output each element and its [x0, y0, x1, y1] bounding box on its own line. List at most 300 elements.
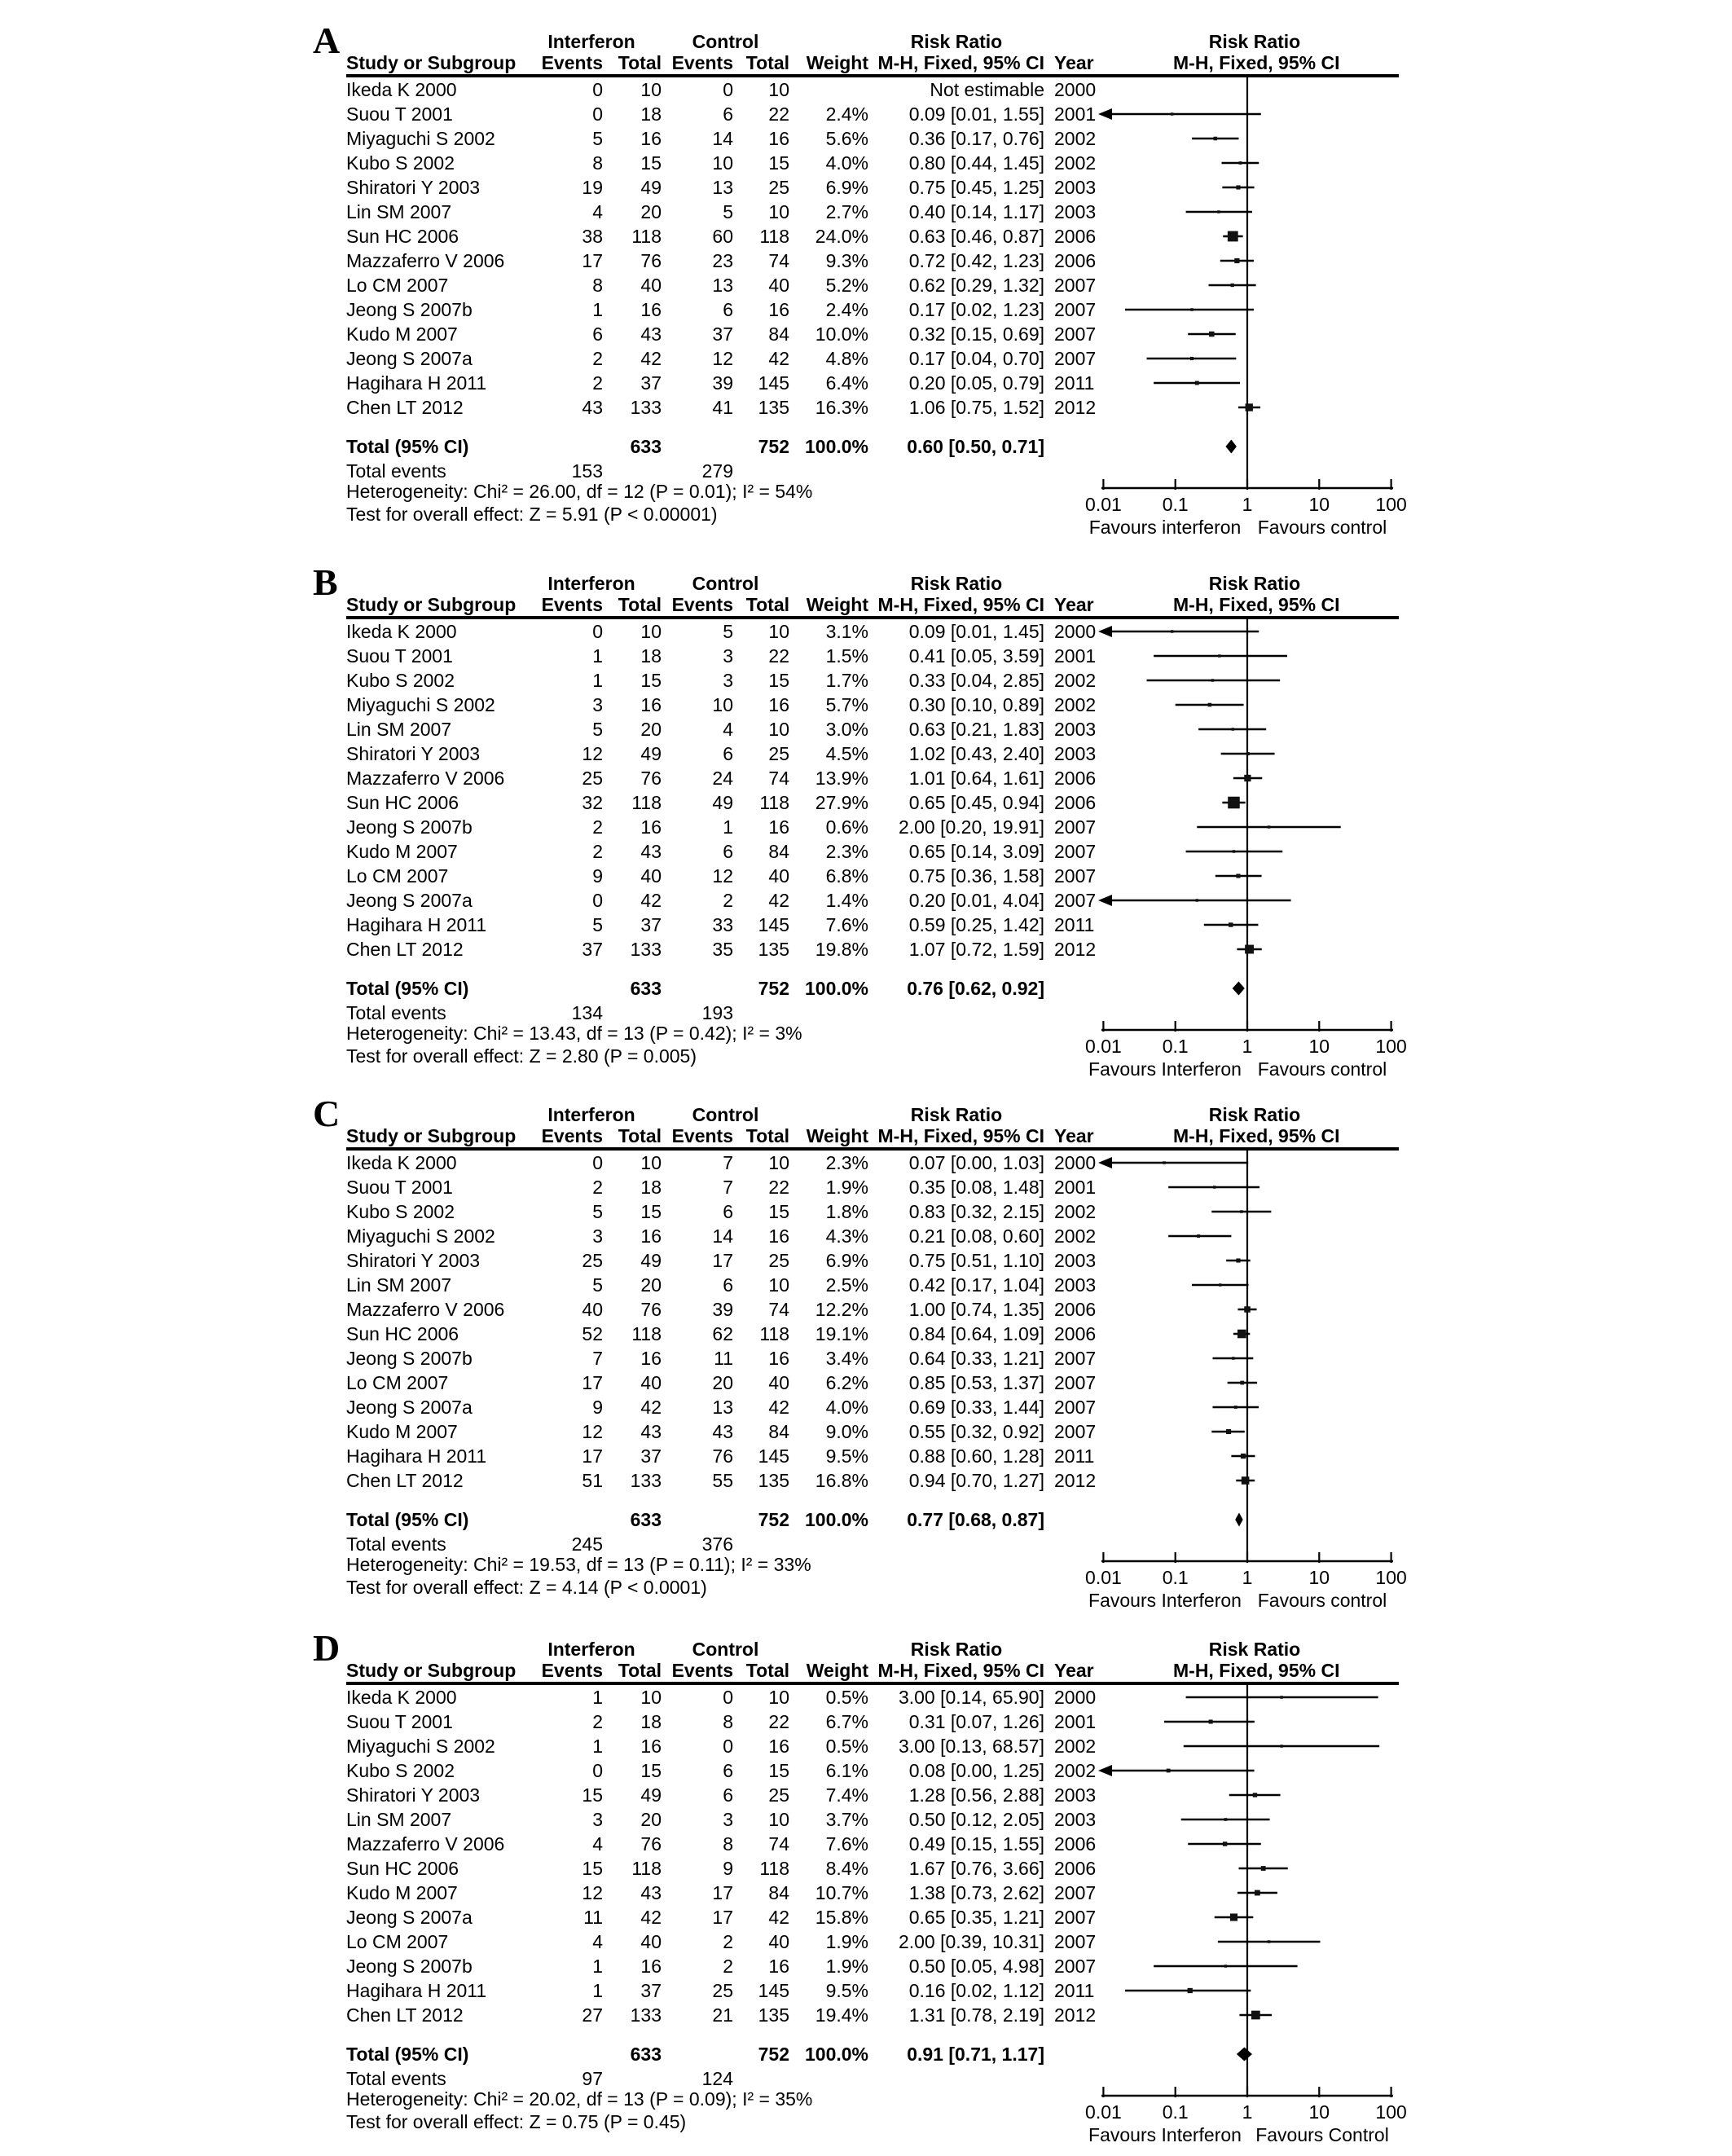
study-name: Jeong S 2007b	[346, 816, 473, 838]
year-cell: 2007	[1054, 348, 1097, 369]
study-name: Miyaguchi S 2002	[346, 128, 495, 149]
interferon-total-cell: 133	[630, 2004, 662, 2026]
weight-cell	[789, 77, 868, 102]
study-name: Ikeda K 2000	[346, 79, 457, 100]
col-interferon-events: Events	[541, 594, 603, 615]
effect-square	[1236, 185, 1240, 189]
study-row	[346, 1468, 1110, 1493]
year-cell: 2003	[1054, 1250, 1097, 1271]
favours-right-label: Favours Control	[1255, 2124, 1389, 2145]
total-interferon-total: 633	[630, 2044, 662, 2065]
col-control-total: Total	[745, 1660, 789, 1681]
control-events-cell: 35	[712, 939, 733, 960]
risk-ratio-ci-cell: 0.83 [0.32, 2.15]	[908, 1201, 1044, 1222]
total-row	[346, 1507, 1110, 1532]
interferon-events-cell: 2	[592, 816, 603, 838]
weight-cell: 5.7%	[825, 694, 868, 715]
weight-cell: 6.9%	[825, 1250, 868, 1271]
weight-cell: 7.6%	[825, 1833, 868, 1855]
year-cell: 2006	[1054, 768, 1097, 789]
interferon-events-cell: 11	[583, 1907, 603, 1928]
study-row	[346, 741, 1110, 766]
study-name: Kudo M 2007	[346, 841, 458, 862]
study-row	[346, 717, 1110, 741]
study-row	[346, 102, 1110, 126]
study-name: Sun HC 2006	[346, 1858, 459, 1879]
panel-label: C	[313, 1093, 341, 1134]
control-total-cell: 10	[768, 1687, 789, 1708]
ci-arrow-left	[1098, 108, 1112, 120]
control-events-cell: 0	[723, 79, 733, 100]
study-name: Kubo S 2002	[346, 1760, 455, 1781]
panel-label: B	[313, 561, 338, 603]
control-events-cell: 6	[723, 299, 733, 320]
weight-cell: 2.3%	[825, 1152, 868, 1173]
interferon-total-cell: 37	[640, 372, 662, 394]
control-events-cell: 41	[712, 397, 733, 418]
tick-label: 100	[1375, 494, 1407, 515]
interferon-total-cell: 40	[640, 1372, 662, 1393]
risk-ratio-ci-cell: 1.67 [0.76, 3.66]	[908, 1858, 1044, 1879]
interferon-events-cell: 0	[592, 1760, 603, 1781]
year-cell: 2012	[1054, 397, 1097, 418]
study-rows	[346, 1151, 1110, 1493]
col-study: Study or Subgroup	[346, 594, 517, 615]
risk-ratio-ci-cell: 0.59 [0.25, 1.42]	[908, 914, 1044, 935]
year-cell: 2012	[1054, 1470, 1097, 1491]
effect-square	[1213, 1186, 1216, 1189]
year-cell: 2002	[1054, 1736, 1097, 1757]
study-row	[346, 151, 1110, 175]
year-cell: 2006	[1054, 1323, 1097, 1344]
interferon-events-cell: 17	[582, 1445, 603, 1467]
interferon-events-cell: 1	[592, 299, 603, 320]
interferon-events-cell: 1	[592, 645, 603, 667]
forest-panel-c	[0, 1093, 1732, 1633]
interferon-events-cell: 37	[582, 939, 603, 960]
study-row	[346, 200, 1110, 224]
col-study: Study or Subgroup	[346, 1660, 517, 1681]
interferon-total-cell: 49	[640, 743, 662, 764]
study-row	[346, 1419, 1110, 1444]
col-interferon-total: Total	[618, 1660, 662, 1681]
control-total-cell: 118	[759, 1858, 789, 1879]
year-cell: 2000	[1054, 1152, 1097, 1173]
weight-cell: 6.7%	[825, 1711, 868, 1732]
weight-cell: 13.9%	[815, 768, 868, 789]
total-control-total: 752	[758, 436, 789, 457]
weight-cell: 2.5%	[825, 1274, 868, 1296]
effect-square	[1244, 1306, 1250, 1312]
interferon-group-header: Interferon	[547, 573, 635, 594]
interferon-total-cell: 20	[640, 1274, 662, 1296]
control-events-cell: 62	[712, 1323, 733, 1344]
year-cell: 2007	[1054, 816, 1097, 838]
spacer	[662, 434, 733, 459]
control-total-cell: 118	[759, 226, 789, 247]
interferon-total-cell: 10	[640, 1687, 662, 1708]
study-name: Jeong S 2007a	[346, 1397, 473, 1418]
interferon-total-cell: 49	[640, 1250, 662, 1271]
year-cell: 2006	[1054, 1833, 1097, 1855]
interferon-total-cell: 76	[640, 1299, 662, 1320]
year-cell: 2003	[1054, 177, 1097, 198]
year-cell: 2007	[1054, 1372, 1097, 1393]
control-events-cell: 8	[723, 1711, 733, 1732]
interferon-events-cell: 2	[592, 1177, 603, 1198]
control-events-cell: 6	[723, 841, 733, 862]
risk-ratio-ci-cell: 1.02 [0.43, 2.40]	[908, 743, 1044, 764]
control-events-cell: 7	[723, 1152, 733, 1173]
risk-ratio-ci-cell: 0.75 [0.45, 1.25]	[908, 177, 1044, 198]
interferon-events-cell: 0	[592, 79, 603, 100]
effect-square	[1255, 1890, 1260, 1896]
year-cell: 2001	[1054, 645, 1097, 667]
risk-ratio-ci-cell: 2.00 [0.20, 19.91]	[898, 816, 1044, 838]
study-row	[346, 1346, 1110, 1371]
risk-ratio-header: Risk Ratio	[910, 1104, 1003, 1125]
weight-cell: 8.4%	[825, 1858, 868, 1879]
study-name: Kubo S 2002	[346, 152, 455, 174]
study-name: Chen LT 2012	[346, 939, 464, 960]
control-events-cell: 39	[712, 1299, 733, 1320]
forest-plot	[1085, 1093, 1418, 1631]
weight-cell: 19.8%	[815, 939, 868, 960]
overall-effect-text: Test for overall effect: Z = 2.80 (P = 0.005)	[346, 1045, 697, 1067]
interferon-total-cell: 42	[640, 1907, 662, 1928]
control-events-cell: 9	[723, 1858, 733, 1879]
interferon-total-cell: 133	[630, 939, 662, 960]
year-cell: 2002	[1054, 128, 1097, 149]
effect-square	[1217, 210, 1220, 213]
control-events-cell: 10	[712, 694, 733, 715]
overall-effect-text: Test for overall effect: Z = 4.14 (P < 0.0001)	[346, 1577, 707, 1598]
year-cell: 2001	[1054, 1711, 1097, 1732]
year-cell: 2002	[1054, 694, 1097, 715]
study-name: Hagihara H 2011	[346, 1445, 487, 1467]
interferon-total-cell: 40	[640, 1931, 662, 1952]
total-events-interferon: 245	[571, 1533, 603, 1555]
effect-square	[1195, 381, 1199, 385]
effect-square	[1280, 1745, 1283, 1748]
control-total-cell: 15	[768, 152, 789, 174]
plot-mh-ci-header: M-H, Fixed, 95% CI	[1173, 1125, 1340, 1146]
total-events-control: 124	[701, 2068, 733, 2089]
weight-cell: 7.6%	[825, 914, 868, 935]
risk-ratio-ci-cell: 0.72 [0.42, 1.23]	[908, 250, 1044, 271]
spacer	[868, 459, 1044, 483]
total-weight: 100.0%	[804, 978, 868, 999]
control-total-cell: 145	[758, 914, 789, 935]
interferon-group-header: Interferon	[547, 1104, 635, 1125]
risk-ratio-ci-cell: 0.20 [0.05, 0.79]	[908, 372, 1044, 394]
col-weight: Weight	[806, 1660, 868, 1681]
study-name: Jeong S 2007b	[346, 299, 473, 320]
study-name: Chen LT 2012	[346, 397, 464, 418]
col-interferon-events: Events	[541, 1660, 603, 1681]
year-cell: 2011	[1054, 1445, 1095, 1467]
panel-label: D	[313, 1627, 341, 1669]
col-study: Study or Subgroup	[346, 1125, 517, 1146]
control-events-cell: 6	[723, 1760, 733, 1781]
interferon-total-cell: 37	[640, 1980, 662, 2001]
summary-diamond	[1225, 440, 1236, 454]
study-row	[346, 371, 1110, 395]
risk-ratio-ci-cell: 0.16 [0.02, 1.12]	[908, 1980, 1044, 2001]
year-cell: 2006	[1054, 792, 1097, 813]
control-total-cell: 145	[758, 1980, 789, 2001]
tick-label: 1	[1242, 494, 1253, 515]
risk-ratio-plot-header: Risk Ratio	[1208, 1104, 1301, 1125]
risk-ratio-ci-cell: 1.00 [0.74, 1.35]	[908, 1299, 1044, 1320]
year-cell: 2007	[1054, 841, 1097, 862]
interferon-events-cell: 3	[592, 1809, 603, 1830]
study-row	[346, 2003, 1110, 2027]
tick-label: 1	[1242, 1567, 1253, 1588]
risk-ratio-ci-cell: 0.09 [0.01, 1.45]	[908, 621, 1044, 642]
interferon-events-cell: 17	[582, 1372, 603, 1393]
effect-square	[1236, 1258, 1240, 1262]
column-header-row	[346, 593, 1110, 616]
interferon-total-cell: 42	[640, 1397, 662, 1418]
risk-ratio-ci-cell: 0.35 [0.08, 1.48]	[908, 1177, 1044, 1198]
tick-label: 1	[1242, 1036, 1253, 1057]
effect-square	[1233, 850, 1236, 853]
study-row	[346, 322, 1110, 346]
interferon-events-cell: 0	[592, 890, 603, 911]
control-total-cell: 40	[768, 275, 789, 296]
risk-ratio-ci-cell: 0.62 [0.29, 1.32]	[908, 275, 1044, 296]
risk-ratio-ci-cell: 0.75 [0.36, 1.58]	[908, 865, 1044, 887]
control-total-cell: 10	[768, 201, 789, 222]
interferon-events-cell: 0	[592, 621, 603, 642]
risk-ratio-plot-header: Risk Ratio	[1208, 31, 1301, 52]
risk-ratio-plot-header: Risk Ratio	[1208, 1639, 1301, 1660]
interferon-total-cell: 40	[640, 275, 662, 296]
col-year: Year	[1054, 1660, 1094, 1681]
effect-square	[1234, 1406, 1237, 1409]
year-cell: 2006	[1054, 1858, 1097, 1879]
control-total-cell: 16	[768, 1956, 789, 1977]
study-row	[346, 1322, 1110, 1346]
control-events-cell: 14	[712, 128, 733, 149]
study-name: Kubo S 2002	[346, 1201, 455, 1222]
study-name: Jeong S 2007a	[346, 1907, 473, 1928]
weight-cell: 2.7%	[825, 201, 868, 222]
risk-ratio-ci-cell: 0.69 [0.33, 1.44]	[908, 1397, 1044, 1418]
interferon-group-header: Interferon	[547, 1639, 635, 1660]
col-control-total: Total	[745, 594, 789, 615]
year-cell: 2007	[1054, 1956, 1097, 1977]
risk-ratio-ci-cell: 0.49 [0.15, 1.55]	[908, 1833, 1044, 1855]
control-total-cell: 15	[768, 1201, 789, 1222]
study-name: Lin SM 2007	[346, 201, 452, 222]
study-name: Chen LT 2012	[346, 2004, 464, 2026]
year-cell: 2007	[1054, 1348, 1097, 1369]
control-total-cell: 40	[768, 865, 789, 887]
risk-ratio-ci-cell: 0.55 [0.32, 0.92]	[908, 1421, 1044, 1442]
effect-square	[1268, 825, 1271, 829]
control-total-cell: 74	[768, 768, 789, 789]
interferon-events-cell: 5	[592, 914, 603, 935]
effect-square	[1228, 797, 1240, 809]
year-cell: 2012	[1054, 2004, 1097, 2026]
weight-cell: 6.8%	[825, 865, 868, 887]
study-row	[346, 693, 1110, 717]
year-cell: 2002	[1054, 1201, 1097, 1222]
col-interferon-total: Total	[618, 52, 662, 73]
control-total-cell: 16	[768, 128, 789, 149]
column-header-row	[346, 1659, 1110, 1682]
weight-cell: 9.5%	[825, 1980, 868, 2001]
risk-ratio-ci-cell: 0.75 [0.51, 1.10]	[908, 1250, 1044, 1271]
weight-cell: 3.1%	[825, 621, 868, 642]
weight-cell: 19.1%	[815, 1323, 868, 1344]
study-row	[346, 224, 1110, 249]
study-row	[346, 1734, 1110, 1758]
study-row	[346, 790, 1110, 815]
interferon-events-cell: 1	[592, 1687, 603, 1708]
study-row	[346, 1856, 1110, 1881]
control-events-cell: 10	[712, 152, 733, 174]
weight-cell: 7.4%	[825, 1784, 868, 1806]
interferon-total-cell: 15	[640, 670, 662, 691]
total-label: Total (95% CI)	[346, 436, 469, 457]
weight-cell: 6.4%	[825, 372, 868, 394]
interferon-events-cell: 43	[582, 397, 603, 418]
risk-ratio-ci-cell: 1.06 [0.75, 1.52]	[908, 397, 1044, 418]
forest-plot	[1085, 562, 1418, 1100]
total-events-interferon: 153	[571, 460, 603, 482]
control-events-cell: 6	[723, 1784, 733, 1806]
study-name: Hagihara H 2011	[346, 372, 487, 394]
control-total-cell: 10	[768, 719, 789, 740]
year-cell: 2003	[1054, 201, 1097, 222]
spacer	[521, 434, 603, 459]
control-events-cell: 6	[723, 103, 733, 125]
spacer	[868, 1532, 1044, 1556]
tick-label: 10	[1308, 1567, 1330, 1588]
plot-mh-ci-header: M-H, Fixed, 95% CI	[1173, 1660, 1340, 1681]
study-row	[346, 839, 1110, 864]
spacer	[662, 2042, 733, 2066]
control-total-cell: 118	[759, 1323, 789, 1344]
spacer	[521, 2042, 603, 2066]
total-row	[346, 434, 1110, 459]
study-name: Kudo M 2007	[346, 1882, 458, 1903]
plot-mh-ci-header: M-H, Fixed, 95% CI	[1173, 594, 1340, 615]
col-interferon-events: Events	[541, 1125, 603, 1146]
weight-cell: 1.7%	[825, 670, 868, 691]
total-events-interferon: 97	[582, 2068, 603, 2089]
year-cell: 2002	[1054, 152, 1097, 174]
study-name: Sun HC 2006	[346, 1323, 459, 1344]
interferon-total-cell: 133	[630, 1470, 662, 1491]
study-row	[346, 1395, 1110, 1419]
risk-ratio-ci-cell: 0.80 [0.44, 1.45]	[908, 152, 1044, 174]
weight-cell: 6.9%	[825, 177, 868, 198]
year-cell: 2007	[1054, 1931, 1097, 1952]
interferon-total-cell: 43	[640, 841, 662, 862]
total-risk-ratio-ci: 0.76 [0.62, 0.92]	[907, 978, 1044, 999]
risk-ratio-ci-cell: 0.33 [0.04, 2.85]	[908, 670, 1044, 691]
control-events-cell: 49	[712, 792, 733, 813]
interferon-events-cell: 2	[592, 348, 603, 369]
study-row	[346, 273, 1110, 297]
control-total-cell: 84	[768, 323, 789, 345]
col-mh-ci: M-H, Fixed, 95% CI	[877, 1125, 1044, 1146]
study-row	[346, 644, 1110, 668]
study-row	[346, 1954, 1110, 1978]
effect-square	[1229, 922, 1233, 926]
ci-arrow-left	[1098, 895, 1112, 906]
study-row	[346, 1297, 1110, 1322]
risk-ratio-ci-cell: 0.64 [0.33, 1.21]	[908, 1348, 1044, 1369]
year-cell: 2007	[1054, 323, 1097, 345]
risk-ratio-ci-cell: 0.30 [0.10, 0.89]	[908, 694, 1044, 715]
interferon-events-cell: 5	[592, 128, 603, 149]
study-row	[346, 126, 1110, 151]
risk-ratio-ci-cell: 0.32 [0.15, 0.69]	[908, 323, 1044, 345]
weight-cell: 0.5%	[825, 1687, 868, 1708]
interferon-total-cell: 10	[640, 79, 662, 100]
interferon-events-cell: 12	[582, 1882, 603, 1903]
interferon-events-cell: 4	[592, 1833, 603, 1855]
spacer	[521, 976, 603, 1001]
control-events-cell: 3	[723, 670, 733, 691]
study-name: Mazzaferro V 2006	[346, 1299, 505, 1320]
total-events-label: Total events	[346, 460, 446, 482]
study-name: Lin SM 2007	[346, 1809, 452, 1830]
total-weight: 100.0%	[804, 2044, 868, 2065]
tick-label: 100	[1375, 1036, 1407, 1057]
summary-diamond	[1235, 1513, 1242, 1527]
interferon-total-cell: 118	[631, 226, 662, 247]
favours-left-label: Favours Interferon	[1088, 2124, 1242, 2145]
summary-diamond	[1233, 982, 1245, 996]
interferon-events-cell: 4	[592, 201, 603, 222]
col-control-events: Events	[671, 594, 733, 615]
control-total-cell: 10	[768, 1809, 789, 1830]
control-events-cell: 3	[723, 645, 733, 667]
summary-diamond	[1237, 2048, 1252, 2061]
control-total-cell: 74	[768, 1833, 789, 1855]
control-events-cell: 37	[712, 323, 733, 345]
study-rows	[346, 619, 1110, 961]
study-row	[346, 297, 1110, 322]
interferon-total-cell: 18	[640, 645, 662, 667]
weight-cell: 19.4%	[815, 2004, 868, 2026]
control-events-cell: 2	[723, 890, 733, 911]
tick-label: 0.01	[1085, 1567, 1122, 1588]
interferon-total-cell: 76	[640, 768, 662, 789]
col-interferon-total: Total	[618, 1125, 662, 1146]
study-row	[346, 1273, 1110, 1297]
study-name: Suou T 2001	[346, 1711, 453, 1732]
effect-square	[1239, 161, 1242, 165]
risk-ratio-ci-cell: Not estimable	[930, 79, 1044, 100]
effect-square	[1171, 630, 1174, 633]
control-total-cell: 84	[768, 841, 789, 862]
control-group-header: Control	[692, 1104, 759, 1125]
control-events-cell: 23	[712, 250, 733, 271]
interferon-events-cell: 5	[592, 1274, 603, 1296]
risk-ratio-ci-cell: 0.17 [0.02, 1.23]	[908, 299, 1044, 320]
study-name: Lo CM 2007	[346, 275, 449, 296]
study-row	[346, 1881, 1110, 1905]
control-total-cell: 16	[768, 816, 789, 838]
weight-cell: 1.9%	[825, 1177, 868, 1198]
